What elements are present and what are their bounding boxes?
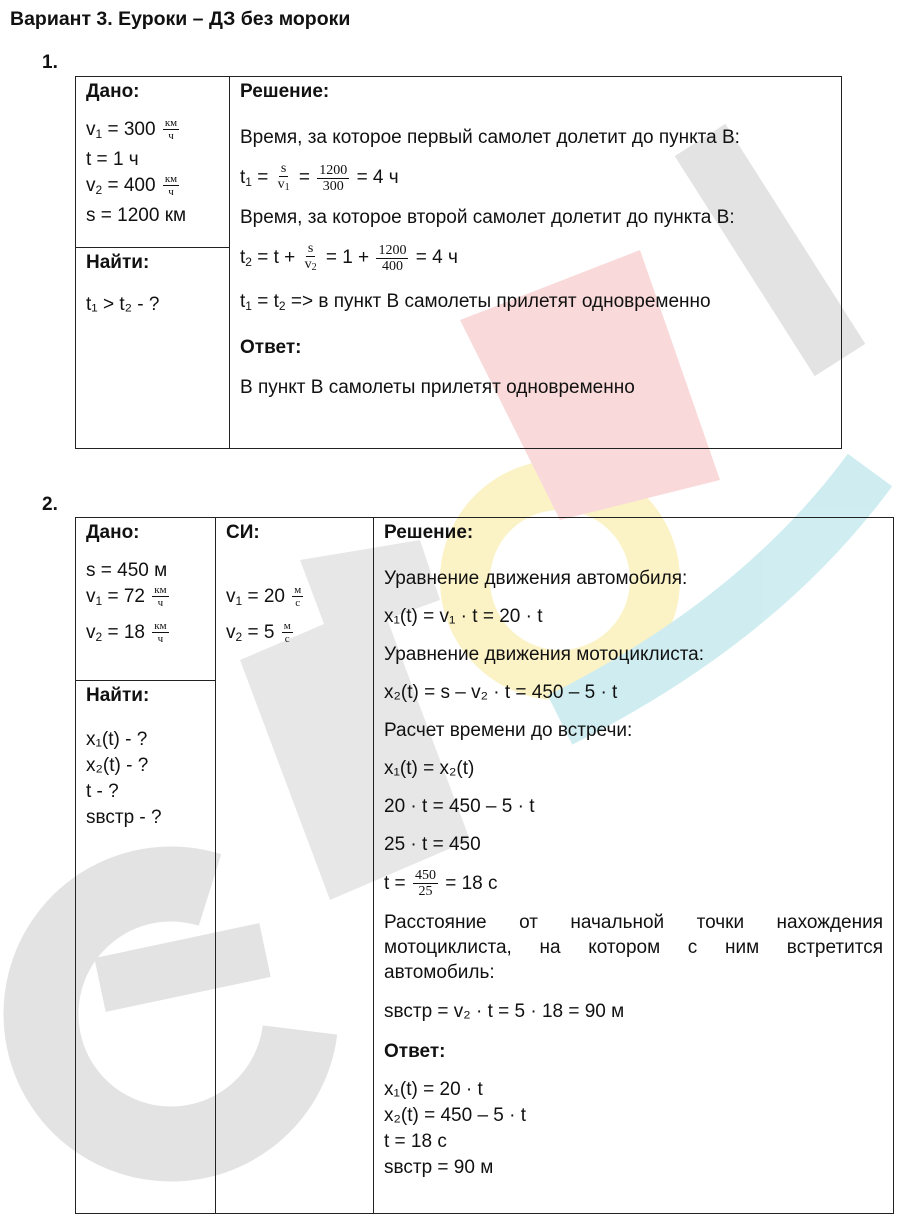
task1-line1: Время, за которое первый самолет долетит до пункта В: (240, 127, 740, 148)
task2-moto-eq: x₂(t) = s – v₂ · t = 450 – 5 · t (384, 682, 618, 703)
task2-si-v2: $v_2 = 5$ $\frac{м}{с}$ (226, 620, 291, 646)
task1-answer: В пункт В самолеты прилетят одновременно (240, 377, 635, 399)
task2-number: 2. (42, 494, 58, 515)
task2-solution-cell (374, 518, 894, 1214)
task2-answer-3: t = 18 с (384, 1131, 447, 1152)
task2-answer-1: x₁(t) = 20 · t (384, 1079, 483, 1100)
task2-find-1: x₁(t) - ? (86, 729, 148, 750)
task2-find-cell (76, 681, 216, 1214)
task2-eq1: x₁(t) = x₂(t) (384, 758, 475, 779)
page-title: Вариант 3. Еуроки – ДЗ без мороки (10, 8, 351, 30)
task1-solution-label: Решение: (240, 81, 330, 102)
task2-eq3: 25 · t = 450 (384, 834, 481, 855)
task2-distance-eq: sвстр = v₂ · t = 5 · 18 = 90 м (384, 1001, 625, 1022)
task2-si-cell (216, 518, 374, 1214)
task1-given-t: t = 1 ч (86, 149, 139, 170)
task2-given-label: Дано: (86, 522, 140, 543)
task1-answer-label: Ответ: (240, 337, 302, 359)
task2-table (75, 517, 894, 1214)
task2-answer-2: x₂(t) = 450 – 5 · t (384, 1105, 527, 1126)
task1-number: 1. (42, 52, 58, 73)
task2-time-label: Расчет времени до встречи: (384, 720, 633, 741)
task2-given-v1: $v_1 = 72$ $\frac{км}{ч}$ (86, 584, 167, 610)
task1-find: t₁ > t₂ - ? (86, 294, 160, 315)
task2-moto-eq-label: Уравнение движения мотоциклиста: (384, 644, 705, 665)
task2-given-cell (76, 518, 216, 681)
task1-solution-cell (230, 77, 842, 449)
task2-find-4: sвстр - ? (86, 807, 162, 828)
task1-conclusion: $t_1 = t_2 => в$ пункт В самолеты прилетят одновременно (240, 291, 711, 314)
task2-answer-4: sвстр = 90 м (384, 1157, 494, 1178)
task1-given-cell (76, 77, 230, 248)
task2-si-label: СИ: (226, 522, 260, 543)
task2-distance-text: Расстояние от начальной точки нахождения мотоциклиста, на котором с ним встретится автомобиль: (384, 912, 883, 983)
task1-find-cell (76, 248, 230, 449)
task2-answer-label: Ответ: (384, 1041, 446, 1062)
task1-given-v2: $v_2 = 400$ $\frac{км}{ч}$ (86, 173, 178, 199)
task2-car-eq-label: Уравнение движения автомобиля: (384, 568, 688, 589)
task1-line2: Время, за которое второй самолет долетит до пункта В: (240, 207, 735, 229)
task1-given-label: Дано: (86, 81, 140, 102)
task2-given-s: s = 450 м (86, 560, 168, 581)
task2-si-v1: $v_1 = 20$ $\frac{м}{с}$ (226, 584, 302, 610)
task2-find-2: x₂(t) - ? (86, 755, 149, 776)
task2-given-v2: $v_2 = 18$ $\frac{км}{ч}$ (86, 620, 167, 646)
task1-find-label: Найти: (86, 252, 150, 273)
task1-given-v1: $v_1 = 300$ $\frac{км}{ч}$ (86, 117, 178, 143)
task2-solution-label: Решение: (384, 522, 474, 543)
task2-eq2: 20 · t = 450 – 5 · t (384, 796, 535, 817)
task1-formula1: $t_1$ = $\frac{s}{v_1}$ = $\frac{1200}{300}$ = 4 ч (240, 161, 399, 194)
task1-table (75, 76, 842, 449)
task2-car-eq: x₁(t) = v₁ · t = 20 · t (384, 606, 543, 627)
task1-formula2: $t_2 = t$ + $\frac{s}{v_2}$ = 1 + $\frac{1200}{400}$ = 4 ч (240, 241, 458, 274)
task2-find-label: Найти: (86, 685, 150, 706)
task1-given-s: s = 1200 км (86, 205, 187, 226)
task2-find-3: t - ? (86, 781, 119, 802)
task2-t-formula: t = $\frac{450}{25}$ = 18 с (384, 868, 498, 900)
